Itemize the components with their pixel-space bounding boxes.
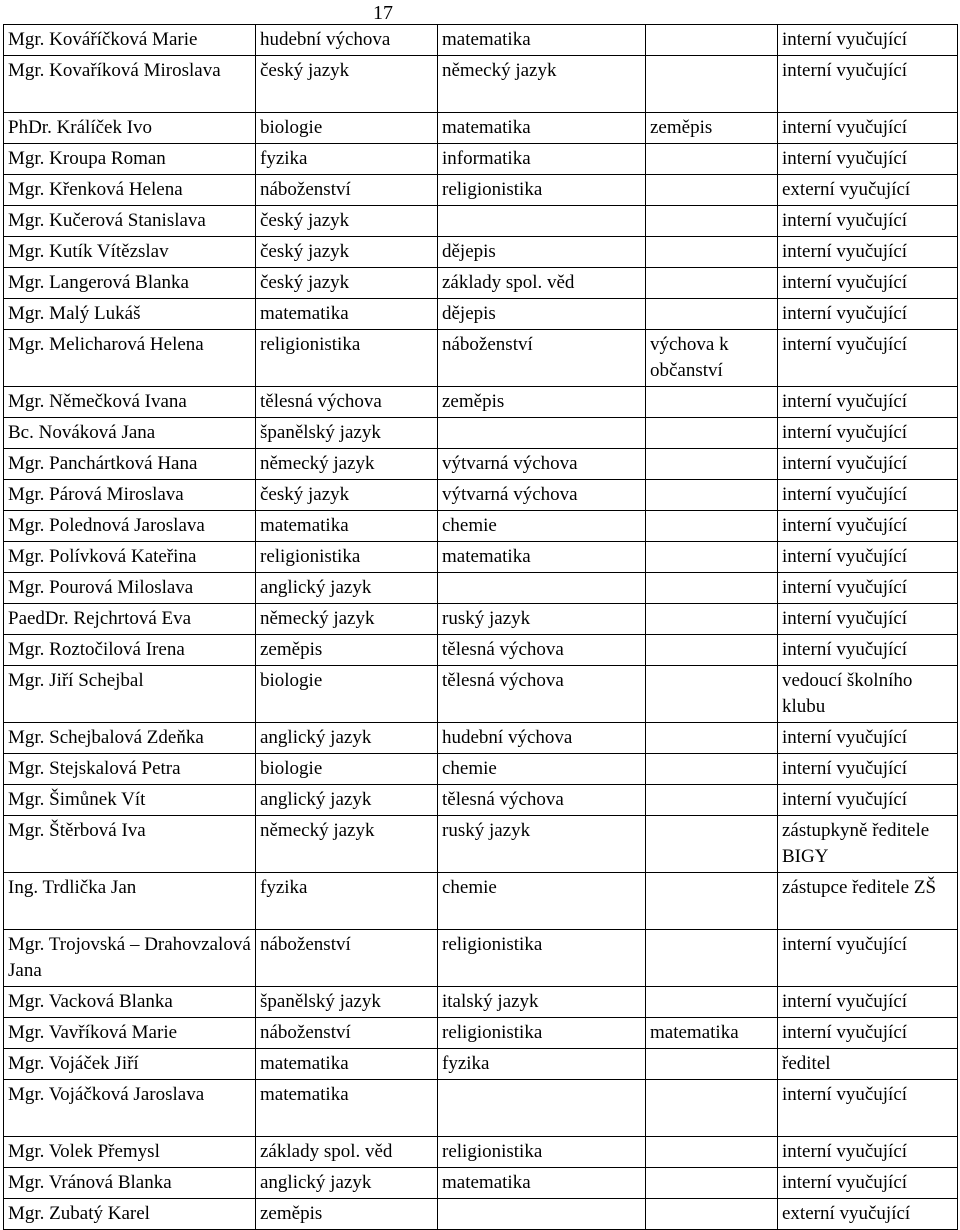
role-cell: zástupce ředitele ZŠ xyxy=(778,873,958,930)
subject-3-cell xyxy=(646,604,778,635)
role-cell: interní vyučující xyxy=(778,449,958,480)
subject-3-cell xyxy=(646,723,778,754)
subject-1-cell: anglický jazyk xyxy=(256,723,438,754)
role-cell: interní vyučující xyxy=(778,1168,958,1199)
role-cell: interní vyučující xyxy=(778,573,958,604)
subject-2-cell: zeměpis xyxy=(438,387,646,418)
staff-name-cell: Mgr. Vojáčková Jaroslava xyxy=(4,1080,256,1137)
subject-2-cell: matematika xyxy=(438,1168,646,1199)
subject-1-cell: český jazyk xyxy=(256,237,438,268)
table-row xyxy=(4,723,958,754)
staff-table xyxy=(3,24,958,1230)
role-cell: interní vyučující xyxy=(778,113,958,144)
staff-name-cell: PhDr. Králíček Ivo xyxy=(4,113,256,144)
table-row xyxy=(4,635,958,666)
table-row xyxy=(4,268,958,299)
subject-2-cell: religionistika xyxy=(438,175,646,206)
subject-1-cell: matematika xyxy=(256,1049,438,1080)
subject-1-cell: biologie xyxy=(256,113,438,144)
subject-1-cell: český jazyk xyxy=(256,480,438,511)
table-row xyxy=(4,1018,958,1049)
subject-3-cell xyxy=(646,418,778,449)
table-row xyxy=(4,1168,958,1199)
staff-name-cell: Mgr. Vavříková Marie xyxy=(4,1018,256,1049)
subject-2-cell: náboženství xyxy=(438,330,646,387)
table-row xyxy=(4,930,958,987)
role-cell: interní vyučující xyxy=(778,299,958,330)
table-row xyxy=(4,299,958,330)
subject-3-cell xyxy=(646,573,778,604)
subject-2-cell: tělesná výchova xyxy=(438,666,646,723)
subject-2-cell xyxy=(438,573,646,604)
subject-2-cell: chemie xyxy=(438,754,646,785)
subject-3-cell xyxy=(646,387,778,418)
subject-1-cell: základy spol. věd xyxy=(256,1137,438,1168)
role-cell: interní vyučující xyxy=(778,387,958,418)
subject-2-cell: fyzika xyxy=(438,1049,646,1080)
subject-2-cell: italský jazyk xyxy=(438,987,646,1018)
subject-2-cell: chemie xyxy=(438,873,646,930)
table-row xyxy=(4,573,958,604)
staff-name-cell: Mgr. Langerová Blanka xyxy=(4,268,256,299)
role-cell: interní vyučující xyxy=(778,1080,958,1137)
subject-2-cell: ruský jazyk xyxy=(438,604,646,635)
role-cell: interní vyučující xyxy=(778,542,958,573)
subject-3-cell xyxy=(646,480,778,511)
staff-name-cell: Mgr. Vránová Blanka xyxy=(4,1168,256,1199)
subject-1-cell: náboženství xyxy=(256,930,438,987)
staff-name-cell: Mgr. Polívková Kateřina xyxy=(4,542,256,573)
subject-3-cell xyxy=(646,930,778,987)
role-cell: interní vyučující xyxy=(778,1137,958,1168)
subject-3-cell xyxy=(646,1137,778,1168)
subject-1-cell: biologie xyxy=(256,666,438,723)
table-row xyxy=(4,480,958,511)
table-row xyxy=(4,206,958,237)
staff-name-cell: Mgr. Malý Lukáš xyxy=(4,299,256,330)
staff-name-cell: Mgr. Šimůnek Vít xyxy=(4,785,256,816)
subject-1-cell: hudební výchova xyxy=(256,25,438,56)
table-row xyxy=(4,237,958,268)
subject-1-cell: anglický jazyk xyxy=(256,1168,438,1199)
role-cell: interní vyučující xyxy=(778,144,958,175)
subject-2-cell: informatika xyxy=(438,144,646,175)
subject-2-cell: ruský jazyk xyxy=(438,816,646,873)
table-row xyxy=(4,785,958,816)
subject-3-cell xyxy=(646,1168,778,1199)
subject-1-cell: český jazyk xyxy=(256,206,438,237)
staff-name-cell: Mgr. Štěrbová Iva xyxy=(4,816,256,873)
table-row xyxy=(4,542,958,573)
page-number: 17 xyxy=(373,2,393,24)
subject-1-cell: anglický jazyk xyxy=(256,573,438,604)
subject-3-cell xyxy=(646,299,778,330)
role-cell: interní vyučující xyxy=(778,56,958,113)
staff-name-cell: Mgr. Pourová Miloslava xyxy=(4,573,256,604)
table-row xyxy=(4,1049,958,1080)
subject-1-cell: náboženství xyxy=(256,175,438,206)
role-cell: interní vyučující xyxy=(778,330,958,387)
subject-3-cell xyxy=(646,666,778,723)
table-row xyxy=(4,449,958,480)
staff-name-cell: Bc. Nováková Jana xyxy=(4,418,256,449)
subject-2-cell: tělesná výchova xyxy=(438,635,646,666)
table-row xyxy=(4,113,958,144)
subject-2-cell: chemie xyxy=(438,511,646,542)
subject-1-cell: španělský jazyk xyxy=(256,418,438,449)
subject-1-cell: český jazyk xyxy=(256,268,438,299)
role-cell: interní vyučující xyxy=(778,723,958,754)
subject-3-cell xyxy=(646,816,778,873)
staff-name-cell: Mgr. Kováříčková Marie xyxy=(4,25,256,56)
table-row xyxy=(4,987,958,1018)
role-cell: interní vyučující xyxy=(778,1018,958,1049)
staff-name-cell: Mgr. Polednová Jaroslava xyxy=(4,511,256,542)
subject-1-cell: biologie xyxy=(256,754,438,785)
subject-3-cell xyxy=(646,754,778,785)
subject-1-cell: španělský jazyk xyxy=(256,987,438,1018)
subject-1-cell: matematika xyxy=(256,1080,438,1137)
table-row xyxy=(4,1137,958,1168)
subject-3-cell: zeměpis xyxy=(646,113,778,144)
staff-name-cell: Mgr. Schejbalová Zdeňka xyxy=(4,723,256,754)
subject-3-cell xyxy=(646,449,778,480)
subject-3-cell xyxy=(646,785,778,816)
subject-2-cell: základy spol. věd xyxy=(438,268,646,299)
subject-3-cell xyxy=(646,268,778,299)
staff-table-body xyxy=(4,25,958,1230)
subject-2-cell xyxy=(438,1080,646,1137)
staff-name-cell: Mgr. Kovaříková Miroslava xyxy=(4,56,256,113)
subject-2-cell: německý jazyk xyxy=(438,56,646,113)
subject-2-cell: dějepis xyxy=(438,299,646,330)
role-cell: interní vyučující xyxy=(778,930,958,987)
role-cell: interní vyučující xyxy=(778,206,958,237)
staff-name-cell: Mgr. Jiří Schejbal xyxy=(4,666,256,723)
subject-1-cell: matematika xyxy=(256,299,438,330)
subject-2-cell: dějepis xyxy=(438,237,646,268)
subject-2-cell: religionistika xyxy=(438,1137,646,1168)
table-row xyxy=(4,1199,958,1230)
table-row xyxy=(4,511,958,542)
subject-3-cell xyxy=(646,1080,778,1137)
staff-name-cell: Mgr. Vojáček Jiří xyxy=(4,1049,256,1080)
role-cell: interní vyučující xyxy=(778,25,958,56)
staff-name-cell: Mgr. Zubatý Karel xyxy=(4,1199,256,1230)
staff-name-cell: Mgr. Němečková Ivana xyxy=(4,387,256,418)
subject-3-cell xyxy=(646,635,778,666)
subject-1-cell: český jazyk xyxy=(256,56,438,113)
subject-3-cell xyxy=(646,511,778,542)
subject-2-cell xyxy=(438,418,646,449)
subject-1-cell: fyzika xyxy=(256,873,438,930)
subject-3-cell xyxy=(646,237,778,268)
subject-1-cell: tělesná výchova xyxy=(256,387,438,418)
staff-name-cell: Mgr. Volek Přemysl xyxy=(4,1137,256,1168)
subject-1-cell: německý jazyk xyxy=(256,816,438,873)
role-cell: externí vyučující xyxy=(778,1199,958,1230)
table-row xyxy=(4,387,958,418)
role-cell: zástupkyně ředitele BIGY xyxy=(778,816,958,873)
subject-1-cell: religionistika xyxy=(256,542,438,573)
subject-2-cell: religionistika xyxy=(438,1018,646,1049)
subject-2-cell: hudební výchova xyxy=(438,723,646,754)
subject-2-cell: matematika xyxy=(438,542,646,573)
staff-name-cell: Mgr. Panchártková Hana xyxy=(4,449,256,480)
staff-name-cell: Mgr. Trojovská – Drahovzalová Jana xyxy=(4,930,256,987)
role-cell: interní vyučující xyxy=(778,635,958,666)
table-row xyxy=(4,25,958,56)
subject-3-cell xyxy=(646,1049,778,1080)
table-row xyxy=(4,330,958,387)
staff-name-cell: Mgr. Kučerová Stanislava xyxy=(4,206,256,237)
subject-3-cell: výchova k občanství xyxy=(646,330,778,387)
subject-3-cell xyxy=(646,206,778,237)
subject-2-cell: matematika xyxy=(438,25,646,56)
subject-1-cell: anglický jazyk xyxy=(256,785,438,816)
subject-3-cell xyxy=(646,1199,778,1230)
subject-3-cell xyxy=(646,175,778,206)
role-cell: externí vyučující xyxy=(778,175,958,206)
role-cell: interní vyučující xyxy=(778,785,958,816)
table-row xyxy=(4,873,958,930)
role-cell: interní vyučující xyxy=(778,511,958,542)
subject-3-cell xyxy=(646,144,778,175)
table-row xyxy=(4,754,958,785)
staff-name-cell: Mgr. Stejskalová Petra xyxy=(4,754,256,785)
subject-1-cell: německý jazyk xyxy=(256,604,438,635)
table-row xyxy=(4,418,958,449)
subject-1-cell: matematika xyxy=(256,511,438,542)
subject-3-cell: matematika xyxy=(646,1018,778,1049)
role-cell: ředitel xyxy=(778,1049,958,1080)
staff-name-cell: Mgr. Křenková Helena xyxy=(4,175,256,206)
subject-3-cell xyxy=(646,542,778,573)
subject-1-cell: religionistika xyxy=(256,330,438,387)
subject-1-cell: zeměpis xyxy=(256,1199,438,1230)
staff-name-cell: Mgr. Párová Miroslava xyxy=(4,480,256,511)
role-cell: interní vyučující xyxy=(778,268,958,299)
role-cell: interní vyučující xyxy=(778,237,958,268)
subject-3-cell xyxy=(646,987,778,1018)
subject-1-cell: zeměpis xyxy=(256,635,438,666)
role-cell: interní vyučující xyxy=(778,480,958,511)
subject-3-cell xyxy=(646,873,778,930)
table-row xyxy=(4,56,958,113)
subject-2-cell xyxy=(438,206,646,237)
role-cell: interní vyučující xyxy=(778,987,958,1018)
subject-1-cell: náboženství xyxy=(256,1018,438,1049)
staff-name-cell: Mgr. Roztočilová Irena xyxy=(4,635,256,666)
staff-name-cell: Mgr. Kroupa Roman xyxy=(4,144,256,175)
subject-2-cell: výtvarná výchova xyxy=(438,480,646,511)
role-cell: interní vyučující xyxy=(778,604,958,635)
role-cell: vedoucí školního klubu xyxy=(778,666,958,723)
table-row xyxy=(4,175,958,206)
table-row xyxy=(4,666,958,723)
table-row xyxy=(4,816,958,873)
subject-1-cell: fyzika xyxy=(256,144,438,175)
role-cell: interní vyučující xyxy=(778,754,958,785)
staff-name-cell: Mgr. Kutík Vítězslav xyxy=(4,237,256,268)
table-row xyxy=(4,1080,958,1137)
staff-name-cell: PaedDr. Rejchrtová Eva xyxy=(4,604,256,635)
subject-2-cell: tělesná výchova xyxy=(438,785,646,816)
subject-1-cell: německý jazyk xyxy=(256,449,438,480)
subject-2-cell: religionistika xyxy=(438,930,646,987)
subject-3-cell xyxy=(646,25,778,56)
staff-name-cell: Ing. Trdlička Jan xyxy=(4,873,256,930)
subject-2-cell: matematika xyxy=(438,113,646,144)
table-row xyxy=(4,604,958,635)
table-row xyxy=(4,144,958,175)
staff-name-cell: Mgr. Vacková Blanka xyxy=(4,987,256,1018)
subject-2-cell: výtvarná výchova xyxy=(438,449,646,480)
subject-2-cell xyxy=(438,1199,646,1230)
subject-3-cell xyxy=(646,56,778,113)
role-cell: interní vyučující xyxy=(778,418,958,449)
staff-name-cell: Mgr. Melicharová Helena xyxy=(4,330,256,387)
